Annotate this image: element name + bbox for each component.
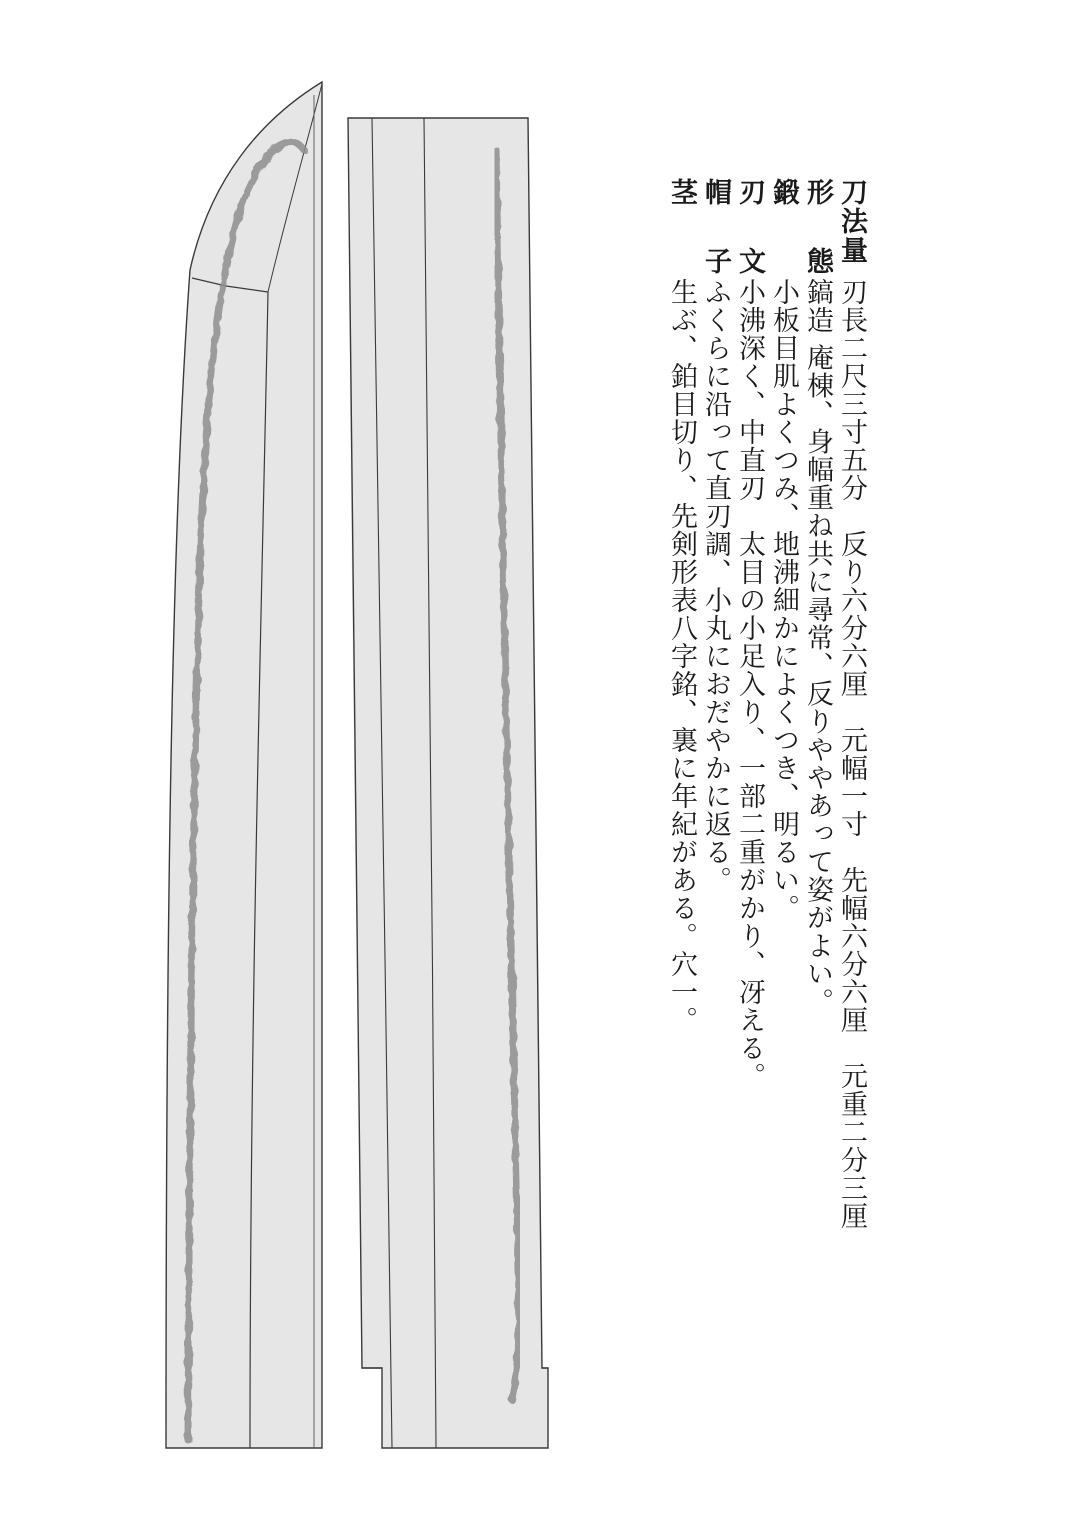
spec-label-kitae: 鍛 [768,178,799,207]
spec-text-nakago: 生ぶ、鉑目切り、先剣形表八字銘、裏に年紀がある。穴一。 [666,278,697,1034]
blade-tip-section [166,82,322,1448]
spec-column-hamon [736,178,763,1090]
spec-text-keitai: 鎬造 庵棟、身幅重ね共に尋常、反りややあって姿がよい。 [802,278,833,1016]
spec-label-boushi: 帽子 [700,178,731,316]
spec-text-hamon: 小沸深く、中直刃 太目の小足入り、一部二重がかり、冴える。 [734,278,765,1090]
spec-column-kitae [770,178,797,922]
spec-column-houryou [838,178,865,1230]
spec-column-nakago [668,178,695,1034]
spec-text-boushi: ふくらに沿って直刃調、小丸におだやかに返る。 [700,278,731,894]
spec-column-keitai [804,178,831,1016]
spec-label-nakago: 茎 [666,178,697,207]
spec-text-kitae: 小板目肌よくつみ、地沸細かによくつき、明るい。 [768,278,799,922]
spec-text-houryou: 刃長二尺三寸五分 反り六分六厘 元幅一寸 先幅六分六厘 元重二分三厘 [836,278,867,1230]
blade-tang-section [348,118,548,1448]
spec-label-hamon: 刃文 [734,178,765,316]
spec-label-keitai: 形態 [802,178,833,316]
spec-column-boushi [702,178,729,894]
spec-label-houryou: 刀法量 [836,178,867,265]
